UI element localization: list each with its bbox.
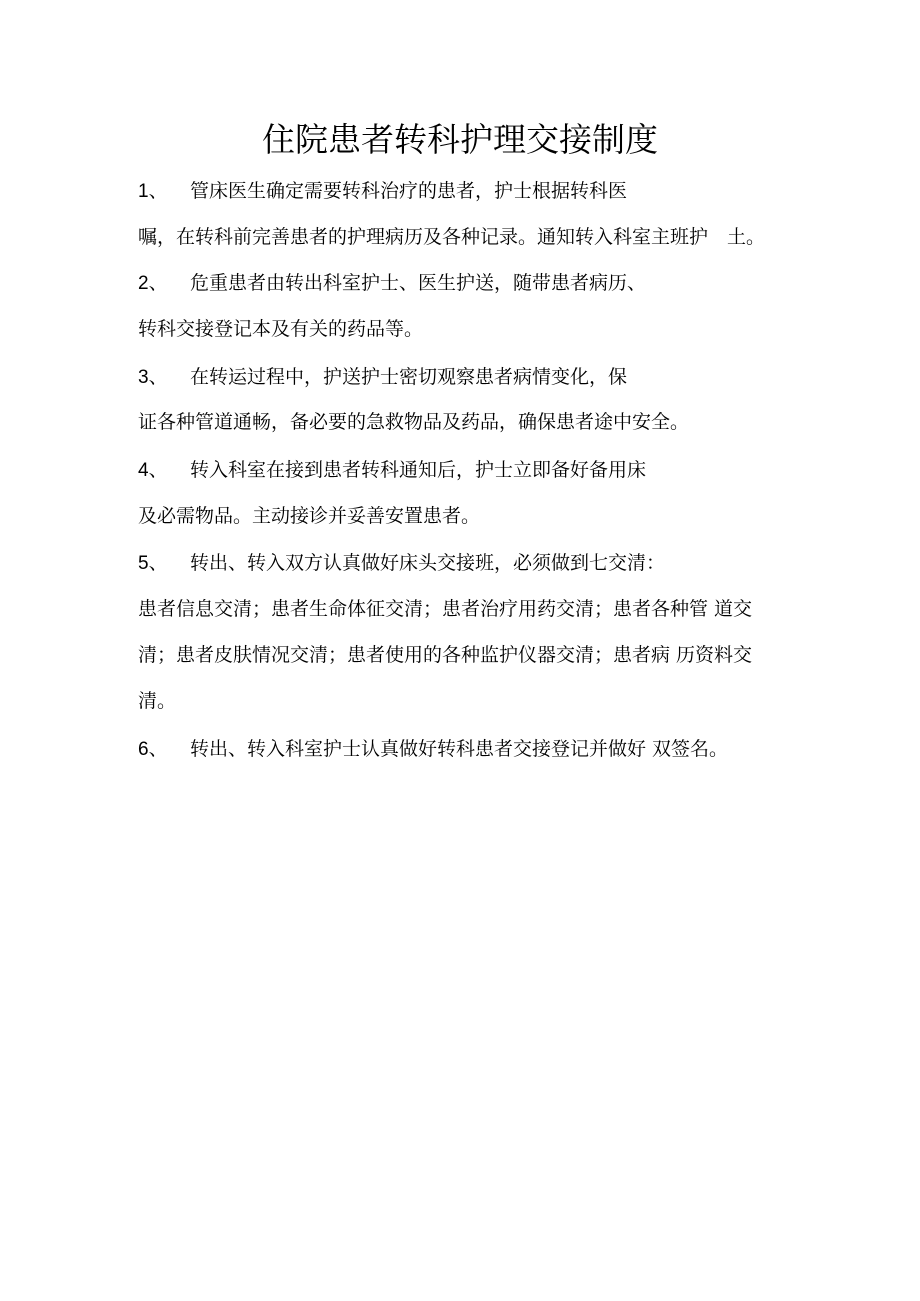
item-6-first-line	[138, 736, 728, 763]
item-6-number: 6、	[138, 739, 168, 760]
item-4-continuation: 及必需物品。主动接诊并妥善安置患者。	[138, 505, 481, 527]
item-5-continuation-3: 清。	[138, 690, 177, 712]
item-5-number: 5、	[138, 553, 168, 574]
item-5-text: 转出、转入双方认真做好床头交接班，必须做到七交清：	[190, 552, 666, 574]
item-3-text: 在转运过程中，护送护士密切观察患者病情变化，保	[190, 366, 628, 388]
item-3-first-line	[138, 364, 627, 391]
item-2-continuation: 转科交接登记本及有关的药品等。	[138, 318, 424, 340]
item-2-number: 2、	[138, 273, 168, 294]
item-4-number: 4、	[138, 460, 168, 481]
item-5-first-line	[138, 550, 665, 577]
item-3-continuation: 证各种管道通畅，备必要的急救物品及药品，确保患者途中安全。	[138, 411, 690, 433]
item-1-text: 管床医生确定需要转科治疗的患者，护士根据转科医	[190, 180, 628, 202]
document-title: 住院患者转科护理交接制度	[262, 120, 658, 159]
item-4-text: 转入科室在接到患者转科通知后，护士立即备好备用床	[190, 459, 647, 481]
item-1-continuation: 嘱，在转科前完善患者的护理病历及各种记录。通知转入科室主班护 土。	[138, 226, 766, 248]
item-2-text: 危重患者由转出科室护士、医生护送，随带患者病历、	[190, 272, 647, 294]
item-1-first-line	[138, 178, 627, 205]
item-2-first-line	[138, 270, 646, 297]
item-4-first-line	[138, 457, 646, 484]
item-5-continuation-1: 患者信息交清；患者生命体征交清；患者治疗用药交清；患者各种管 道交	[138, 598, 753, 620]
item-3-number: 3、	[138, 367, 168, 388]
item-5-continuation-2: 清；患者皮肤情况交清；患者使用的各种监护仪器交清；患者病 历资料交	[138, 644, 753, 666]
item-6-text: 转出、转入科室护士认真做好转科患者交接登记并做好 双签名。	[190, 738, 729, 760]
item-1-number: 1、	[138, 181, 168, 202]
